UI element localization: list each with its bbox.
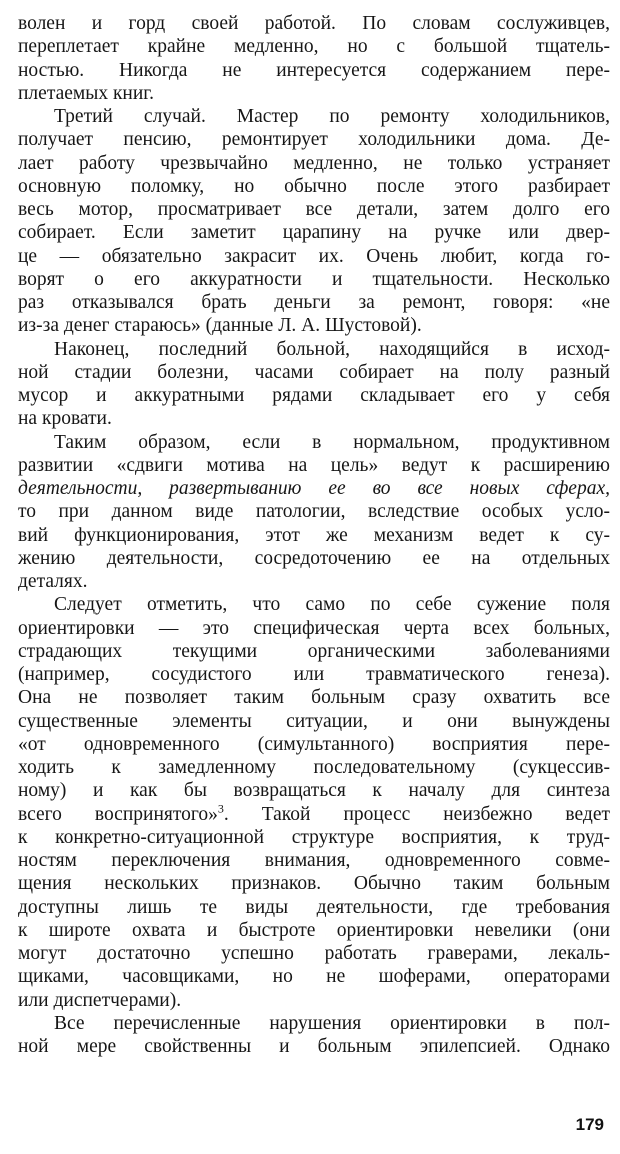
footnote-marker: 3 [217, 801, 224, 815]
text-line: лает работу чрезвычайно медленно, не только устраняет [18, 152, 610, 174]
text-line: ворят о его аккуратности и тщательности. Несколько [18, 268, 610, 290]
text-line: к конкретно-ситуационной структуре восприятия, к труд- [18, 826, 610, 848]
text-line: Все перечисленные нарушения ориентировки в пол- [54, 1012, 610, 1034]
text-line: це — обязательно закрасит их. Очень любит, когда го- [18, 245, 610, 267]
text-line: получает пенсию, ремонтирует холодильники дома. Де- [18, 129, 610, 151]
page-number: 179 [575, 1115, 604, 1134]
text-line: существенные элементы ситуации, и они вынуждены [18, 710, 610, 732]
text-line: могут достаточно успешно работать граверами, лекаль- [18, 943, 610, 964]
text-line: ной стадии болезни, часами собирает на полу разный [18, 361, 610, 383]
text-line: ориентировки — это специфическая черта всех больных, [18, 617, 610, 639]
text-line: Третий случай. Мастер по ремонту холодильников, [54, 106, 610, 127]
text-line: (например, сосудистого или травматического генеза). [18, 664, 610, 685]
text-line: ностям переключения внимания, одновременного совме- [18, 850, 610, 871]
text-line: «от одновременного (симультанного) восприятия пере- [18, 733, 610, 755]
text-line: жению деятельности, сосредоточению ее на отдельных [18, 547, 610, 569]
text-line: деятельности, развертыванию ее во все новых сферах, [18, 478, 610, 499]
text-line: Наконец, последний больной, находящийся в исход- [54, 338, 610, 360]
quote-end: всего воспринятого» [18, 803, 218, 825]
text-line: Она не позволяет таким больным сразу охватить все [18, 687, 610, 709]
text-line: щиками, часовщиками, но не шоферами, операторами [18, 966, 610, 988]
text-line-with-footnote [18, 803, 610, 826]
text-line: весь мотор, просматривает все детали, затем долго его [18, 199, 610, 220]
text-line: волен и горд своей работой. По словам сослуживцев, [18, 13, 610, 34]
text-line: ному) и как бы возвращаться к началу для синтеза [18, 780, 610, 802]
text-line: раз отказывался брать деньги за ремонт, говоря: «не [18, 292, 610, 313]
text-line: то при данном виде патологии, вследствие особых усло- [18, 501, 610, 523]
text-line: ходить к замедленному последовательному (сукцессив- [18, 757, 610, 778]
text-line: щения нескольких признаков. Обычно таким больным [18, 873, 610, 895]
text-line: собирает. Если заметит царапину на ручке или двер- [18, 222, 610, 244]
text-line: ной мере свойственны и больным эпилепсией. Однако [18, 1036, 610, 1057]
text-line: мусор и аккуратными рядами складывает его у себя [18, 385, 610, 406]
text-line: из-за денег стараюсь» (данные Л. А. Шустовой). [18, 315, 422, 337]
text-line: или диспетчерами). [18, 989, 182, 1011]
text-line: плетаемых книг. [18, 82, 154, 104]
text-line: развитии «сдвиги мотива на цель» ведут к расширению [18, 454, 610, 476]
text-line: ностью. Никогда не интересуется содержанием пере- [18, 59, 610, 81]
text-line: Таким образом, если в нормальном, продуктивном [54, 431, 610, 453]
text-line: к широте охвата и быстроте ориентировки невелики (они [18, 919, 610, 941]
text-line: основную поломку, но обычно после этого разбирает [18, 175, 610, 197]
sentence-start: . Такой процесс неизбежно ведет [223, 803, 610, 825]
text-line: доступны лишь те виды деятельности, где требования [18, 896, 610, 918]
text-line: деталях. [18, 571, 88, 592]
text-line: на кровати. [18, 408, 112, 430]
text-line: Следует отметить, что само по себе сужение поля [54, 594, 610, 616]
body-text [18, 12, 610, 1058]
text-line: вий функционирования, этот же механизм ведет к су- [18, 524, 610, 546]
text-line: страдающих текущими органическими заболеваниями [18, 640, 610, 662]
text-line: переплетает крайне медленно, но с большой тщатель- [18, 36, 610, 58]
